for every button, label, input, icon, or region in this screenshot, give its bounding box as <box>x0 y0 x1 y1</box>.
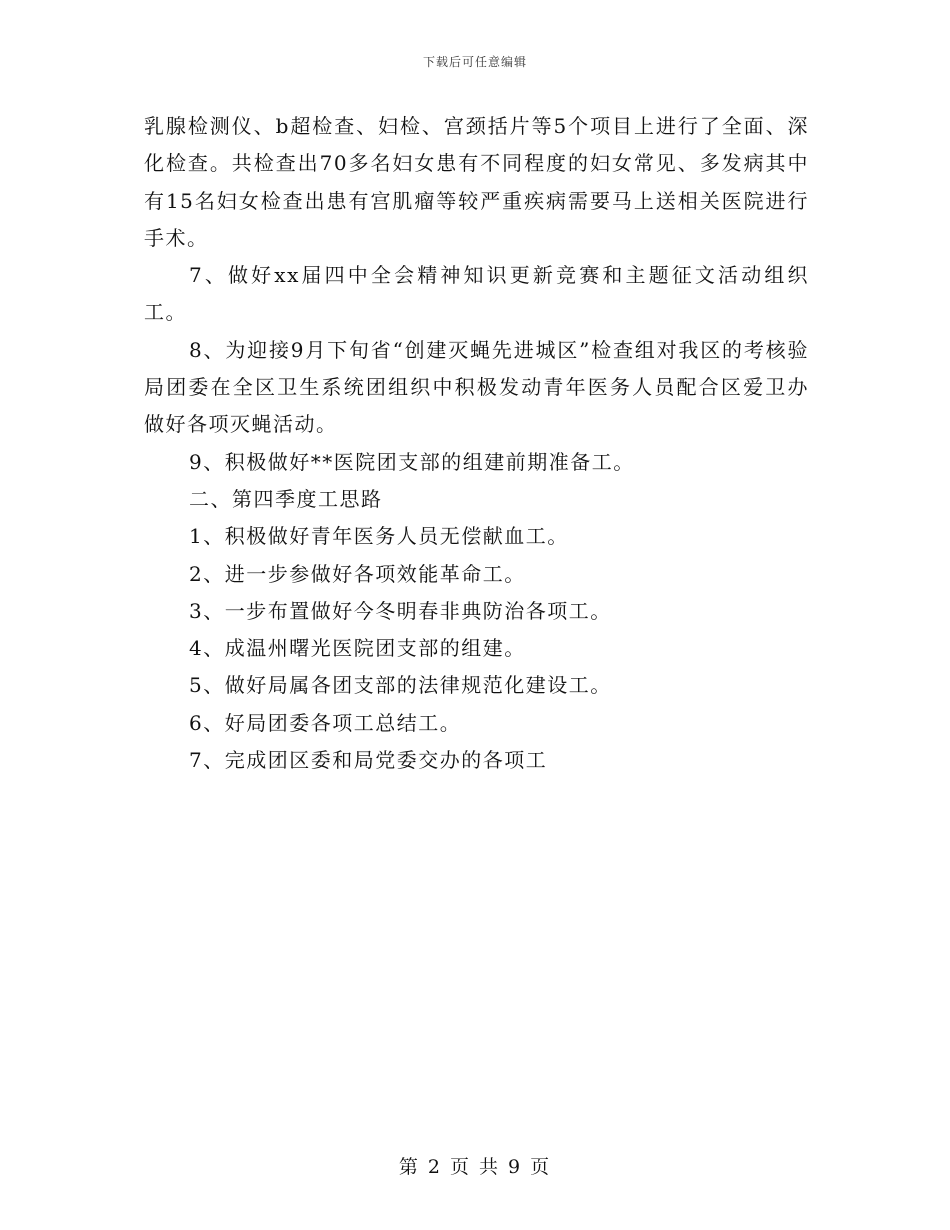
paragraph-continued-checkup-summary: 乳腺检测仪、b超检查、妇检、宫颈括片等5个项目上进行了全面、深化检查。共检查出70多名妇女患有不同程度的妇女常见、多发病其中有15名妇女检查出患有宫肌瘤等较严重疾病需要马上送相关医院进行手术。 <box>144 114 809 250</box>
paragraph-plan-5-legal-standardization: 5、做好局属各团支部的法律规范化建设工。 <box>189 673 612 698</box>
paragraph-plan-2-efficiency: 2、进一步参做好各项效能革命工。 <box>189 561 526 586</box>
paragraph-plan-7-assigned-tasks: 7、完成团区委和局党委交办的各项工 <box>189 748 548 773</box>
document-body <box>144 108 809 779</box>
paragraph-plan-6-summary: 6、好局团委各项工总结工。 <box>189 710 462 735</box>
paragraph-plan-4-hospital-branch: 4、成温州曙光医院团支部的组建。 <box>189 636 526 661</box>
paragraph-item-9-branch-setup: 9、积极做好**医院团支部的组建前期准备工。 <box>189 449 635 474</box>
section-heading-q4-plan: 二、第四季度工思路 <box>189 486 383 511</box>
page-number-footer: 第 2 页 共 9 页 <box>398 1156 552 1178</box>
paragraph-plan-3-sars-prevention: 3、一步布置做好今冬明春非典防治各项工。 <box>189 598 612 623</box>
page-header-note: 下载后可任意编辑 <box>422 55 527 69</box>
paragraph-item-8-fly-control: 8、为迎接9月下旬省“创建灭蝇先进城区”检查组对我区的考核验局团委在全区卫生系统团组织中积极发动青年医务人员配合区爱卫办做好各项灭蝇活动。 <box>144 337 809 437</box>
paragraph-item-7-competition: 7、做好xx届四中全会精神知识更新竞赛和主题征文活动组织工。 <box>144 263 809 325</box>
paragraph-plan-1-blood-donation: 1、积极做好青年医务人员无偿献血工。 <box>189 524 569 549</box>
